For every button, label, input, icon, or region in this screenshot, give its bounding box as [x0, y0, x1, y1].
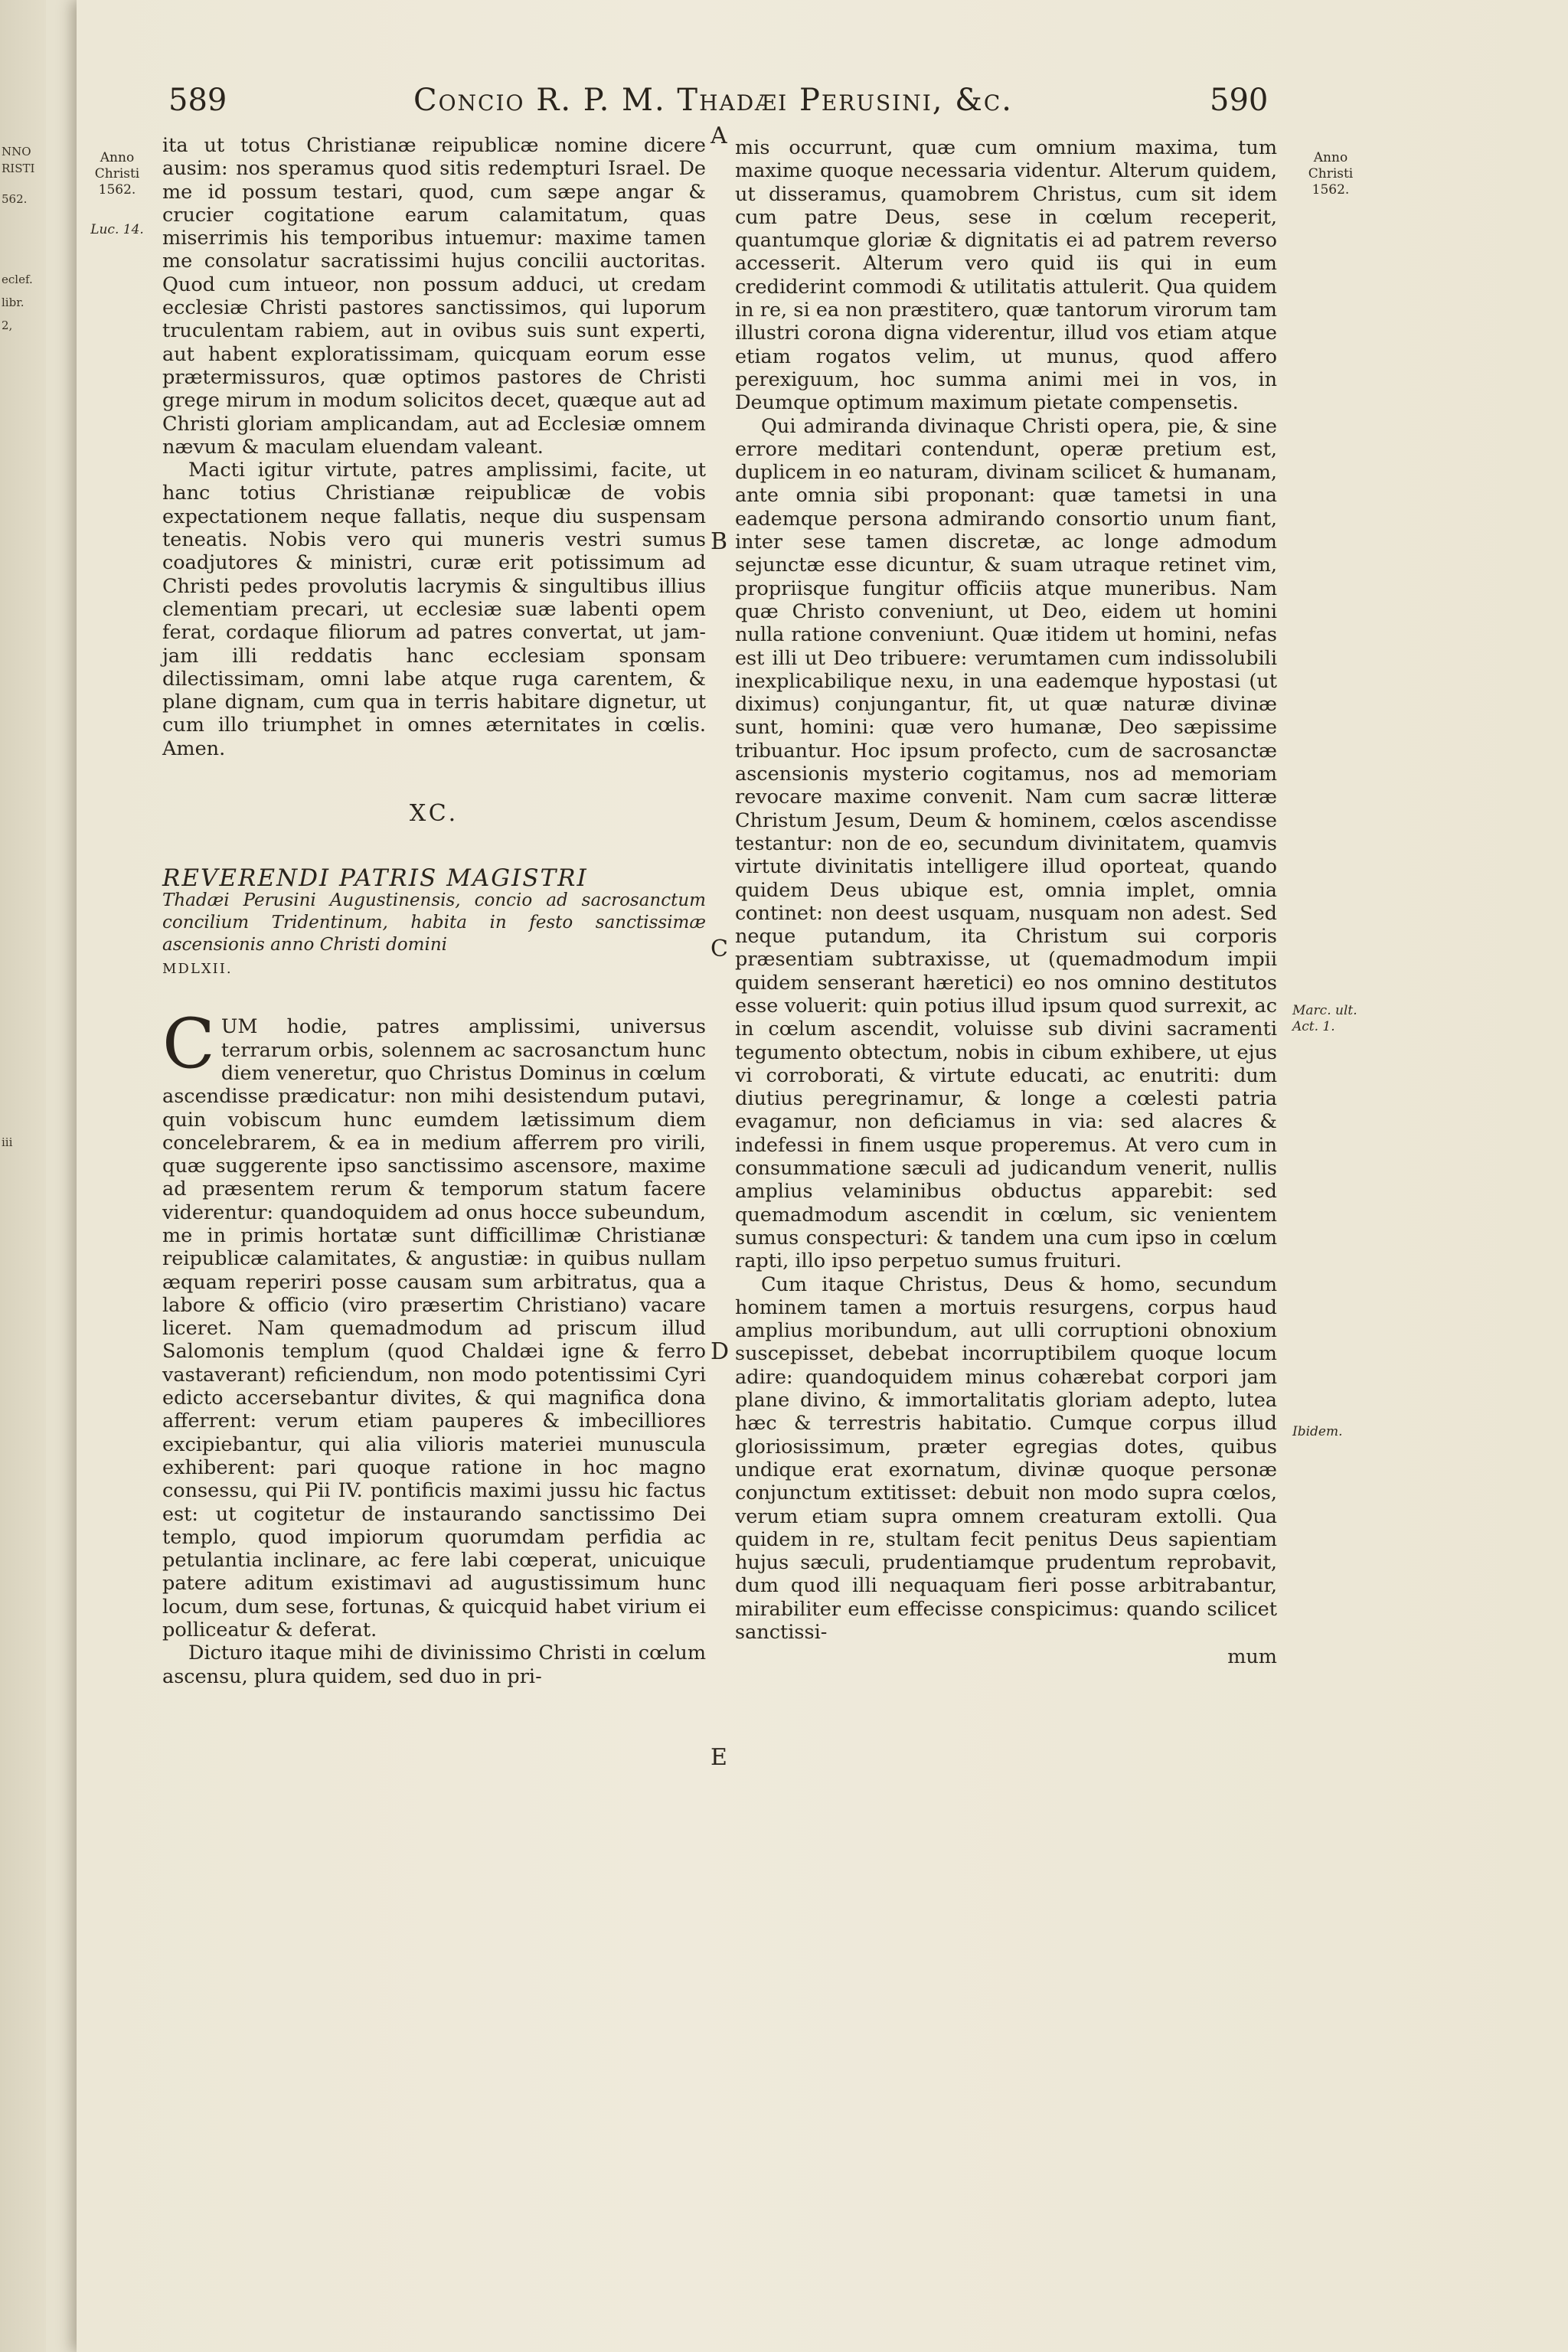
prev-margin-text: iii [2, 1135, 13, 1149]
prev-margin-text: 562. [2, 192, 28, 206]
section-number: XC. [409, 800, 459, 828]
margin-note-year-left: Anno Christi 1562. [94, 150, 140, 198]
margin-note-reference-right: Marc. ult. Act. 1. [1292, 1003, 1357, 1034]
prev-margin-text: eclef. [2, 273, 33, 286]
opening-text: UM hodie, patres amplissimi, universus terrarum orbis, solennem ac sacrosanctum hunc diem veneretur, quo Christus Dominus in cœlum ascendisse prædicatur: non mihi desistendum putavi, quin vobiscum hunc eumdem lætissimum diem concelebrarem, & ea in medium afferrem pro virili, quæ suggerente ipso sanctissimo ascensore, maxime ad præsentem rerum & temporum statum facere viderentur: quandoquidem ad onus hocce subeundum, me in primis hortatæ sunt difficillimæ Christianæ reipublicæ calamitates, & angustiæ: in quibus nullam æquam reperiri posse causam sum arbitratus, qua a labore & officio (viro præsertim Christiano) vacare liceret. Nam quemadmodum ad priscum illud Salomonis templum (quod Chaldæi igne & ferro vastaverant) reficiendum, non modo potentissimi Cyri edicto accersebantur divites, & qui magnifica dona afferrent: verum etiam pauperes & imbecilliores excipiebantur, qui alia vilioris materiei munuscula exhiberent: pari quoque ratione in hoc magno consessu, qui Pii IV. pontificis maximi jussu hic factus est: ut cogitetur de instaurando sanctissimo Dei templo, quod impiorum quorumdam perfidia ac petulantia inclinare, ac fere labi cœperat, unicuique patere aditum existimavi ad augustissimum hunc locum, dum sese, fortunas, & quicquid habet virium ei polliceatur & deferat. [162, 1015, 706, 1642]
sermon-title [162, 864, 706, 980]
sermon-title-main: REVERENDI PATRIS MAGISTRI [162, 864, 588, 893]
opening-paragraph [162, 1004, 706, 1642]
paragraph: Cum itaque Christus, Deus & homo, secundum hominem tamen a mortuis resurgens, corpus haud amplius moribundum, aut ulli corruptioni obnoxium suscepisset, debebat incorruptibilem quoque locum adire: quandoquidem minus cohærebat corpori jam plane divino, & immortalitatis gloriam adepto, lutea hæc & terrestris habitatio. Cumque corpus illud gloriosissimum, præter egregias dotes, quibus undique erat exornatum, divinæ quoque personæ conjunctum extitisset: debuit non modo supra cœlos, verum etiam supra omnem creaturam extolli. Qua quidem in re, stultam fecit penitus Deus sapientiam hujus sæculi, prudentiamque prudentum reprobavit, dum quod illi nequaquam fieri posse arbitrabantur, mirabiliter eum effecisse conspicimus: quando scilicet sanctissi- [735, 1272, 1277, 1644]
right-column [735, 136, 1277, 1669]
prev-margin-text: 2, [2, 318, 13, 332]
prev-margin-text: NNO [2, 145, 31, 158]
paragraph: ita ut totus Christianæ reipublicæ nomine dicere ausim: nos speramus quod sitis redempturi Israel. De me id possum testari, quod, cum sæpe angar & crucier cogitatione earum calamitatum, quas miserrimis his temporibus intuemur: maxime tamen me consolatur sacratissimi hujus concilii auctoritas. Quod cum intueor, non possum adduci, ut credam ecclesiæ Christi pastores sanctissimos, qui luporum truculentam rabiem, aut in ovibus suis sunt experti, aut habent exploratissimam, quicquam eorum esse prætermissuros, quæ optimos pastores de Christi grege mirum in modum solicitos decet, quæque aut ad Christi gloriam amplicandam, aut ad Ecclesiæ omnem nævum & maculam eluendam valeant. [162, 134, 706, 459]
catchword: mum [1227, 1645, 1277, 1669]
page-number-left: 589 [168, 83, 227, 118]
page-header [77, 77, 1568, 138]
left-column [162, 134, 706, 1688]
section-letter-a: A [710, 122, 727, 149]
paragraph: mis occurrunt, quæ cum omnium maxima, tum maxime quoque necessaria videntur. Alterum quidem, ut disseramus, quamobrem Christus, cum sit idem cum patre Deus, sese in cœlum receperit, quantumque gloriæ & dignitatis ei ad patrem reverso accesserit. Alterum vero quid iis qui in eum crediderint commodi & utilitatis attulerit. Qua quidem in re, si ea non præstitero, quæ tantorum virorum tam illustri corona digna viderentur, illud vos etiam atque etiam rogatos velim, ut munus, quod affero perexiguum, hoc summa animi mei in vos, in Deumque optimum maximum pietate compensetis. [735, 136, 1277, 415]
paragraph: Dicturo itaque mihi de divinissimo Christi in cœlum ascensu, plura quidem, sed duo in pri- [162, 1642, 706, 1688]
paragraph: Macti igitur virtute, patres amplissimi, facite, ut hanc totius Christianæ reipublicæ de vobis expectationem neque fallatis, neque diu suspensam teneatis. Nobis vero qui muneris vestri sumus coadjutores & ministri, curæ erit potissimum ad Christi pedes provolutis lacrymis & singultibus illius clementiam precari, ut ecclesiæ suæ labenti opem ferat, cordaque filiorum ad patres convertat, ut jam-jam illi reddatis hanc ecclesiam sponsam dilectissimam, omni labe atque ruga carentem, & plane dignam, cum qua in terris habitare dignetur, ut cum illo triumphet in omnes æternitates in cœlis. Amen. [162, 459, 706, 760]
sermon-title-sub: Thadæi Perusini Augustinensis, concio ad sacrosanctum concilium Tridentinum, habita in festo sanctissimæ ascensionis anno Christi domini [162, 890, 706, 956]
margin-note-ibidem: Ibidem. [1292, 1424, 1343, 1439]
sermon-title-date: MDLXII. [162, 961, 233, 978]
drop-cap: C [162, 1004, 215, 1085]
section-letter-b: B [710, 528, 728, 555]
section-letter-d: D [710, 1338, 730, 1365]
margin-note-reference-left: Luc. 14. [90, 222, 144, 237]
section-letter-e: E [710, 1744, 727, 1771]
paragraph: Qui admiranda divinaque Christi opera, pie, & sine errore meditari contendunt, operæ pretium est, duplicem in eo naturam, divinam scilicet & humanam, ante omnia sibi proponant: quæ tametsi in una eademque persona admirando consortio unum fiant, inter sese tamen discretæ, ac longe admodum sejunctæ esse dicuntur, & suam utraque retinet vim, propriisque fungitur officiis atque muneribus. Nam quæ Christo conveniunt, ut Deo, eidem ut homini nulla ratione conveniunt. Quæ itidem ut homini, nefas est illi ut Deo tribuere: verumtamen cum indissolubili inexplicabilique nexu, in una eademque hypostasi (ut diximus) conjungantur, fit, ut quæ naturæ divinæ sunt, homini: quæ vero humanæ, Deo sæpissime tribuantur. Hoc ipsum profecto, cum de sacrosanctæ ascensionis mysterio cogitamus, nos ad memoriam revocare maxime convenit. Nam cum sacræ litteræ Christum Jesum, Deum & hominem, cœlos ascendisse testantur: non de eo, secundum divinitatem, quamvis virtute divinitatis intelligere illud oporteat, quando quidem Deus ubique est, omnia implet, omnia continet: non deest usquam, nusquam non adest. Sed neque putandum, ita Christum sui corporis præsentiam subtraxisse, ut (quemadmodum impii quidem senserant hæretici) eo nos omnino destitutos esse voluerit: quin potius illud ipsum quod surrexit, ac in cœlum ascendit, voluisse sub divini sacramenti tegumento obtectum, nobis in cibum exhibere, ut ejus vi corroborati, & virtute educati, ac enutriti: dum diutius peregrinamur, & longe a cœlesti patria evagamur, non deficiamus in via: sed alacres & indefessi in finem usque properemus. At vero cum in consummatione sæculi ad judicandum venerit, nullis amplius velaminibus obductus apparebit: sed quemadmodum ascendit in cœlum, sic venientem sumus conspecturi: & tandem una cum ipso in cœlum rapti, illo ipso perpetuo sumus fruituri. [735, 414, 1277, 1273]
section-letter-c: C [710, 936, 728, 962]
prev-margin-text: libr. [2, 296, 24, 309]
prev-margin-text: RISTI [2, 162, 35, 175]
running-title: Concio R. P. M. Thadæi Perusini, &c. [413, 83, 1013, 118]
page-number-right: 590 [1210, 83, 1269, 118]
margin-note-year-right: Anno Christi 1562. [1308, 150, 1354, 198]
previous-page-edge [0, 0, 46, 2352]
